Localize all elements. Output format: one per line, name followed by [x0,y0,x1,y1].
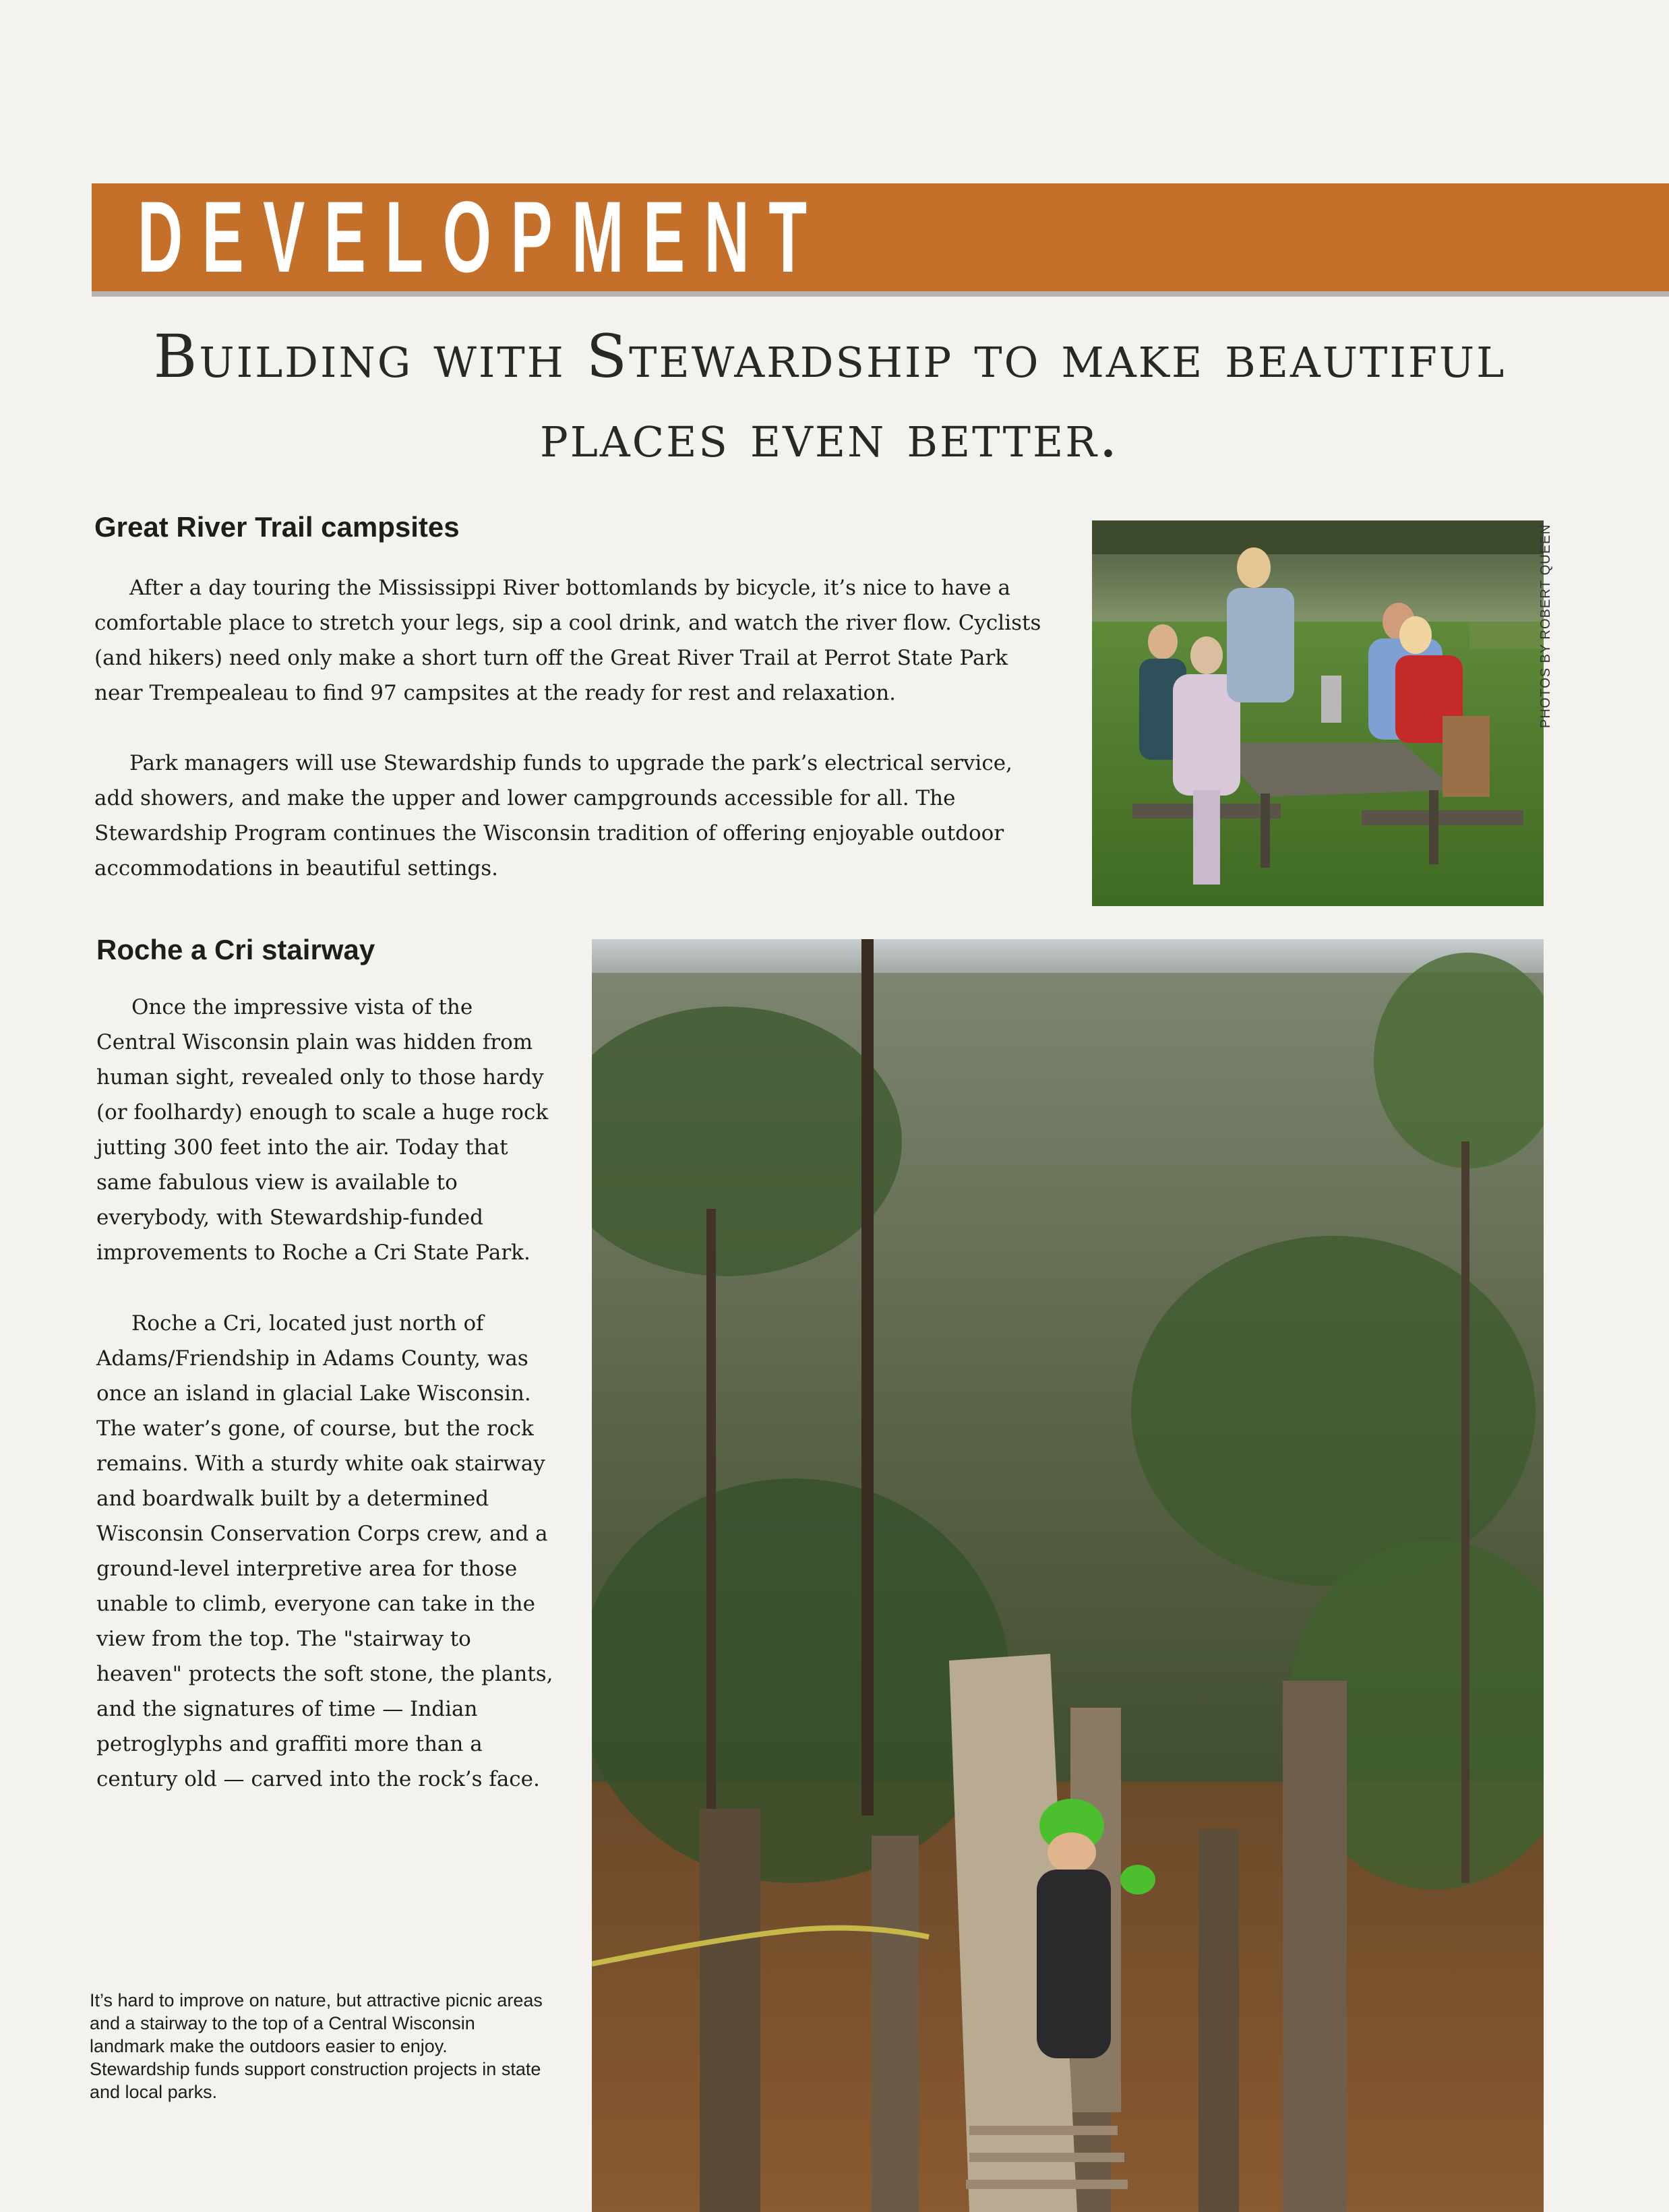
heading-roche-a-cri: Roche a Cri stairway [96,934,375,965]
paragraph-stairway-1: Once the impressive vista of the Central Wisconsin plain was hidden from human sight, revealed only to those hardy (or foolhardy) enough to scale a huge rock jutting 300 feet into the air. Today that same fabulous view is available to everybody, with Stewardship-funded improvements to Roche a Cri State Park. [96,995,549,1265]
subtitle-line-2: places even better. [540,401,1120,471]
stairway-photo [592,939,1544,2212]
paragraph-stairway-2: Roche a Cri, located just north of Adams/Friendship in Adams County, was once an island in glacial Lake Wisconsin. The water’s gone, of course, but the rock remains. With a sturdy white oak stairway and boardwalk built by a determined Wisconsin Conservation Corps crew, and a ground-level interpretive area for those unable to climb, everyone can take in the view from the top. The "stairway to heaven" protects the soft stone, the plants, and the signatures of time — Indian petroglyphs and graffiti more than a century old — carved into the rock’s face. [96,1311,553,1791]
subtitle-line-1: Building with Stewardship to make beautiful [153,322,1507,391]
heading-great-river-trail: Great River Trail campsites [94,511,460,543]
paragraph-campsites-2: Park managers will use Stewardship funds to upgrade the park’s electrical service, add showers, and make the upper and lower campgrounds accessible for all. The Stewardship Program continues the Wisconsin tradition of offering enjoyable outdoor accommodations in beautiful settings. [94,751,1012,880]
photo-caption: It’s hard to improve on nature, but attractive picnic areas and a stairway to the top of a Central Wisconsin landmark make the outdoors easier to enjoy. Stewardship funds support construction projects in state and local parks. [90,1990,543,2102]
picnic-photo [1092,520,1544,906]
section-banner [92,180,1669,293]
paragraph-campsites-1: After a day touring the Mississippi River bottomlands by bicycle, it’s nice to have a comfortable place to stretch your legs, sip a cool drink, and watch the river flow. Cyclists (and hikers) need only make a short turn off the Great River Trail at Perrot State Park near Trempealeau to find 97 campsites at the ready for rest and relaxation. [94,576,1041,705]
photo-credit: PHOTOS BY ROBERT QUEEN [1538,524,1553,728]
page-subtitle [92,317,1568,476]
banner-title: DEVELOPMENT [138,180,826,293]
